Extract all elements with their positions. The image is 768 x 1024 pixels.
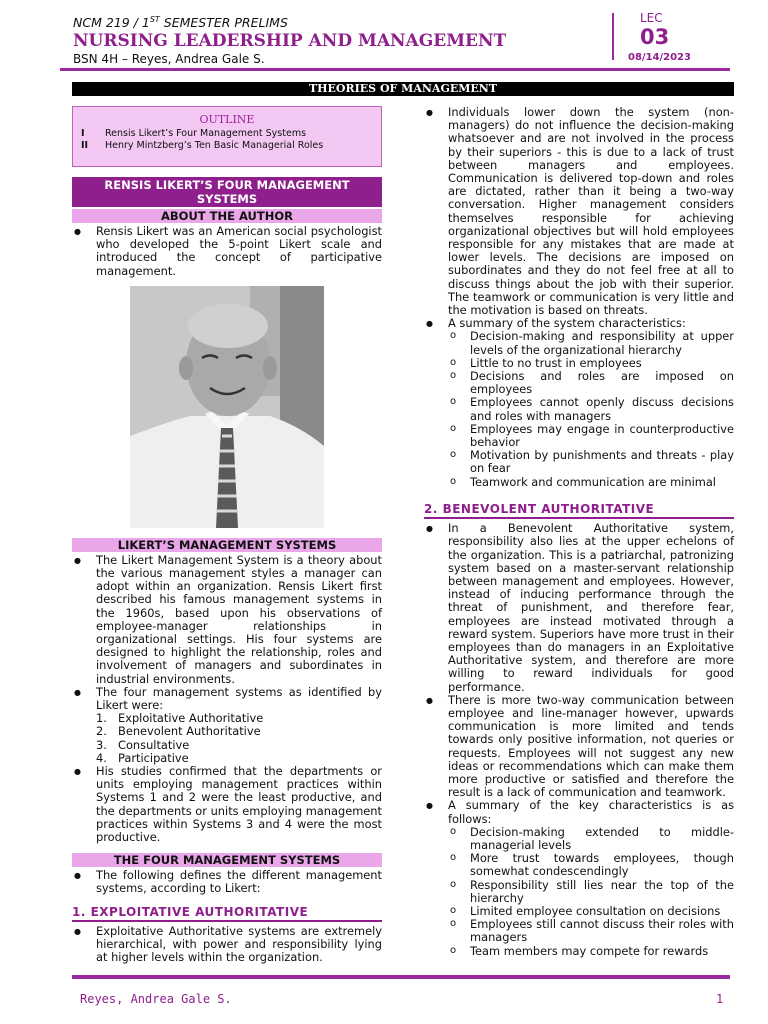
system-list-item: 1. Exploitative Authoritative bbox=[96, 711, 264, 726]
characteristic-item: o Teamwork and communication are minimal bbox=[448, 476, 734, 489]
characteristic-item: o Employees cannot openly discuss decisions and roles with managers bbox=[448, 396, 734, 422]
characteristic-item: o Motivation by punishments and threats - play on fear bbox=[448, 449, 734, 475]
system-list-item: 4. Participative bbox=[96, 750, 189, 765]
characteristic-item: o Employees may engage in counterproductive behavior bbox=[448, 423, 734, 449]
characteristic-item: o Decisions and roles are imposed on employees bbox=[448, 370, 734, 396]
header-divider bbox=[612, 13, 614, 60]
outline-title: OUTLINE bbox=[199, 113, 255, 126]
document-subtitle: BSN 4H – Reyes, Andrea Gale S. bbox=[73, 52, 265, 66]
exploitative-heading: 1. EXPLOITATIVE AUTHORITATIVE bbox=[72, 906, 382, 922]
lecture-number: 03 bbox=[640, 25, 670, 49]
characteristic-item: o Team members may compete for rewards bbox=[448, 945, 734, 958]
benevolent-heading: 2. BENEVOLENT AUTHORITATIVE bbox=[424, 503, 734, 519]
document-title: NURSING LEADERSHIP AND MANAGEMENT bbox=[73, 31, 507, 51]
characteristic-item: o Responsibility still lies near the top of the hierarchy bbox=[448, 879, 734, 905]
page-number: 1 bbox=[716, 992, 724, 1006]
bullet-text: ● Exploitative Authoritative systems are extremely hierarchical, with power and responsibility lying at higher levels within the organization. bbox=[72, 925, 382, 965]
topic-banner: THEORIES OF MANAGEMENT bbox=[72, 82, 734, 96]
outline-box bbox=[72, 106, 382, 167]
characteristic-item: o Limited employee consultation on decisions bbox=[448, 905, 734, 918]
section-title: RENSIS LIKERT’S FOUR MANAGEMENT SYSTEMS bbox=[72, 177, 382, 207]
bullet-text: ● His studies confirmed that the departments or units employing management practices within Systems 1 and 2 were the least productive, and the departments or units employing management practices within Systems 3 and 4 were the most productive. bbox=[72, 765, 382, 844]
footer-author: Reyes, Andrea Gale S. bbox=[80, 992, 232, 1006]
author-photo bbox=[130, 286, 324, 528]
about-author-heading: ABOUT THE AUTHOR bbox=[72, 209, 382, 223]
footer-rule bbox=[72, 975, 730, 979]
lecture-date: 08/14/2023 bbox=[628, 52, 691, 63]
four-systems-heading: THE FOUR MANAGEMENT SYSTEMS bbox=[72, 853, 382, 867]
system-list-item: 2. Benevolent Authoritative bbox=[96, 724, 261, 739]
outline-item: I Rensis Likert’s Four Management Systems bbox=[81, 128, 307, 140]
about-author-text: ● Rensis Likert was an American social psychologist who developed the 5-point Likert scale and introduced the concept of participative management. bbox=[72, 225, 382, 278]
system-list-item: 3. Consultative bbox=[96, 737, 190, 752]
characteristic-item: o Employees still cannot discuss their roles with managers bbox=[448, 918, 734, 944]
bullet-text: ● The following defines the different management systems, according to Likert: bbox=[72, 869, 382, 895]
right-column bbox=[424, 106, 734, 958]
characteristic-item: o Decision-making extended to middle-managerial levels bbox=[448, 826, 734, 852]
bullet-text: ● Individuals lower down the system (non-managers) do not influence the decision-making whatsoever and are not involved in the process by their superiors - this is due to a lack of trust between managers and employees. Communication is delivered top-down and roles are dictated, rather than it being a two-way conversation. Higher management considers themselves responsible for achieving organizational objectives but will hold employees responsible for any mistakes that are made at lower levels. The decisions are imposed on subordinates and they do not feel free at all to discuss things about the job with their superior. The teamwork or communication is very little and the motivation is based on threats. bbox=[424, 106, 734, 317]
outline-item: II Henry Mintzberg’s Ten Basic Managerial Roles bbox=[81, 140, 324, 152]
characteristic-item: o More trust towards employees, though somewhat condescendingly bbox=[448, 852, 734, 878]
bullet-text: ● The Likert Management System is a theory about the various management styles a manager can adopt within an organization. Rensis Likert first described his famous management systems in the 1960s, based upon his observations of employee-manager relationships in organizational settings. His four systems are designed to highlight the relationship, roles and involvement of managers and subordinates in industrial environments. bbox=[72, 554, 382, 686]
management-systems-heading: LIKERT’S MANAGEMENT SYSTEMS bbox=[72, 538, 382, 552]
bullet-text: ● In a Benevolent Authoritative system, responsibility also lies at the upper echelons of the organization. This is a patriarchal, patronizing system based on a master-servant relationship between management and employees. However, instead of inducing performance through the threat of punishment, and therefore fear, employees are instead motivated through a reward system. Superiors have more trust in their employees than do managers in an Exploitative Authoritative system, and therefore are more willing to reward individuals for good performance. bbox=[424, 522, 734, 694]
lecture-label: LEC bbox=[640, 11, 663, 25]
bullet-text: ● A summary of the system characteristics: o Decision-making and responsibility at upper levels of the organizational hierarchy o Little to no trust in employees o Decisions and roles are imposed on employees o Employees cannot openly discuss decisions and roles with managers o Employees may engage in counterproductive behavior o Motivation by punishments and threats - play on fear o Teamwork and communication are minimal bbox=[424, 317, 734, 489]
characteristic-item: o Decision-making and responsibility at upper levels of the organizational hierarchy bbox=[448, 330, 734, 356]
characteristic-item: o Little to no trust in employees bbox=[448, 357, 734, 370]
header-rule bbox=[60, 68, 730, 71]
course-label: NCM 219 / 1ST SEMESTER PRELIMS bbox=[73, 15, 288, 31]
left-column bbox=[72, 106, 382, 965]
bullet-text: ● The four management systems as identified by Likert were: 1. Exploitative Authoritative 2. Benevolent Authoritative 3. Consultative 4. Participative bbox=[72, 686, 382, 765]
bullet-text: ● A summary of the key characteristics is as follows: o Decision-making extended to middle-managerial levels o More trust towards employees, though somewhat condescendingly o Responsibility still lies near the top of the hierarchy o Limited employee consultation on decisions o Employees still cannot discuss their roles with managers o Team members may compete for rewards bbox=[424, 799, 734, 957]
bullet-text: ● There is more two-way communication between employee and line-manager however, upwards communication is more limited and tends towards only positive information, not queries or requests. Employees will not suggest any new ideas or recommendations which can make them more productive or satisfied and therefore the result is a lack of communication and teamwork. bbox=[424, 694, 734, 800]
